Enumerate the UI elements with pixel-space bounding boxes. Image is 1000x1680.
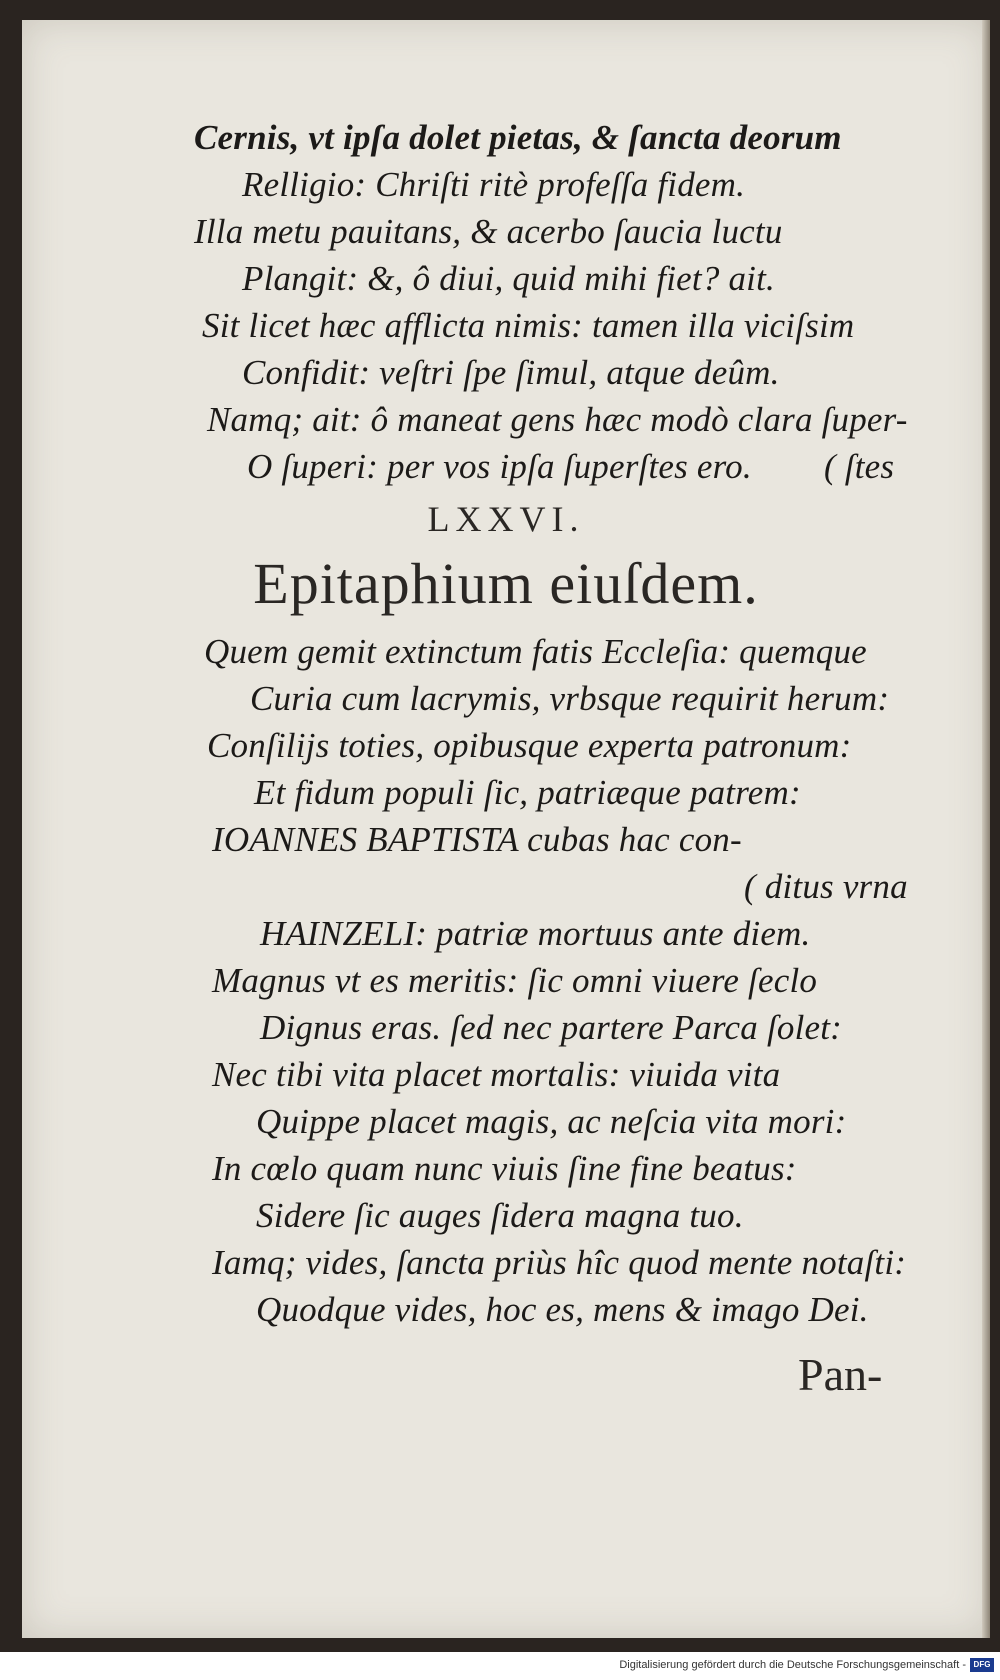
poem-line: In cœlo quam nunc viuis ſine fine beatus: — [212, 1149, 797, 1188]
poem-line: Quippe placet magis, ac neſcia vita mori: — [256, 1102, 847, 1141]
book-page — [22, 20, 990, 1638]
footer — [0, 1652, 1000, 1680]
poem-line: Relligio: Chriſti ritè profeſſa fidem. — [242, 165, 746, 204]
footer-credit: Digitalisierung gefördert durch die Deutsche Forschungsgemeinschaft - — [619, 1659, 966, 1671]
poem-line-turnover: ( ſtes — [824, 447, 895, 486]
poem-line-turnover: ( ditus vrna — [744, 867, 908, 906]
poem-line: Plangit: &, ô diui, quid mihi fiet? ait. — [242, 259, 775, 298]
poem-line: O ſuperi: per vos ipſa ſuperſtes ero. — [247, 447, 752, 486]
poem-text — [22, 20, 990, 1638]
poem-line: IOANNES BAPTISTA cubas hac con- — [212, 820, 742, 859]
poem-line: Dignus eras. ſed nec partere Parca ſolet: — [260, 1008, 843, 1047]
catchword: Pan- — [798, 1349, 883, 1400]
poem-line: Nec tibi vita placet mortalis: viuida vita — [212, 1055, 781, 1094]
poem-line: Sidere ſic auges ſidera magna tuo. — [256, 1196, 744, 1235]
poem-line: Cernis, vt ipſa dolet pietas, & ſancta deorum — [194, 118, 842, 157]
poem-line: Curia cum lacrymis, vrbsque requirit herum: — [250, 679, 890, 718]
poem-line: Et fidum populi ſic, patriæque patrem: — [254, 773, 801, 812]
poem-line: Illa metu pauitans, & acerbo ſaucia luctu — [194, 212, 783, 251]
poem-line: Iamq; vides, ſancta priùs hîc quod mente notaſti: — [212, 1243, 907, 1282]
section-number: LXXVI. — [427, 499, 585, 539]
poem-line: Confidit: veſtri ſpe ſimul, atque deûm. — [242, 353, 780, 392]
poem-line: HAINZELI: patriæ mortuus ante diem. — [260, 914, 811, 953]
dfg-logo: DFG — [970, 1658, 994, 1672]
poem-line: Sit licet hæc afflicta nimis: tamen illa viciſsim — [202, 306, 855, 345]
section-title: Epitaphium eiuſdem. — [253, 551, 759, 616]
poem-line: Quodque vides, hoc es, mens & imago Dei. — [256, 1290, 869, 1329]
poem-line: Quem gemit extinctum fatis Eccleſia: quemque — [204, 632, 867, 671]
poem-line: Magnus vt es meritis: ſic omni viuere ſeclo — [212, 961, 818, 1000]
poem-line: Namq; ait: ô maneat gens hæc modò clara ſuper- — [207, 400, 908, 439]
poem-line: Conſilijs toties, opibusque experta patronum: — [207, 726, 852, 765]
